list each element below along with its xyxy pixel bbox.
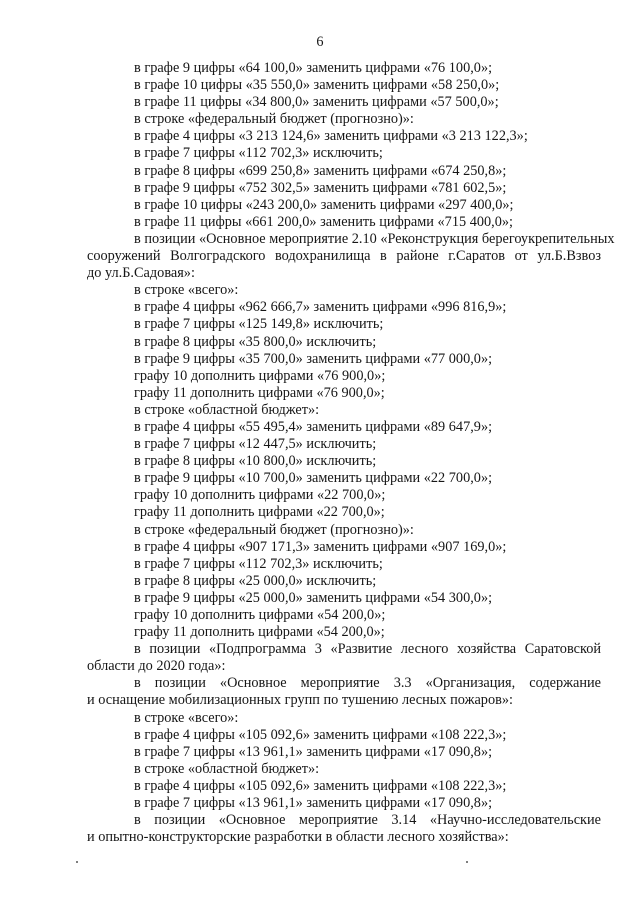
text-line: графу 11 дополнить цифрами «54 200,0»; <box>134 624 385 641</box>
text-line: в графе 4 цифры «55 495,4» заменить цифрами «89 647,9»; <box>134 418 493 435</box>
text-line: графу 10 дополнить цифрами «76 900,0»; <box>134 367 386 384</box>
text-line: в графе 9 цифры «64 100,0» заменить цифрами «76 100,0»; <box>134 60 493 76</box>
text-line: в графе 4 цифры «105 092,6» заменить цифрами «108 222,3»; <box>134 777 507 794</box>
text-line: в строке «федеральный бюджет (прогнозно)»: <box>134 111 414 128</box>
text-line: в графе 11 цифры «34 800,0» заменить цифрами «57 500,0»; <box>134 94 499 111</box>
text-line: в графе 8 цифры «10 800,0» исключить; <box>134 453 377 470</box>
text-line: графу 10 дополнить цифрами «22 700,0»; <box>134 487 386 504</box>
text-line: в графе 7 цифры «13 961,1» заменить цифрами «17 090,8»; <box>134 795 493 812</box>
text-line: в графе 10 цифры «35 550,0» заменить цифрами «58 250,0»; <box>134 77 500 94</box>
text-line: в графе 4 цифры «105 092,6» заменить цифрами «108 222,3»; <box>134 726 507 743</box>
text-line: графу 11 дополнить цифрами «22 700,0»; <box>134 504 385 521</box>
text-line: в позиции «Подпрограмма 3 «Развитие лесного хозяйства Саратовской <box>134 641 601 658</box>
text-line: в позиции «Основное мероприятие 3.3 «Организация, содержание <box>134 675 601 692</box>
text-line: в позиции «Основное мероприятие 2.10 «Реконструкция берегоукрепительных <box>134 230 615 247</box>
text-line: в строке «федеральный бюджет (прогнозно)»: <box>134 521 414 538</box>
text-line: в графе 4 цифры «962 666,7» заменить цифрами «996 816,9»; <box>134 299 507 316</box>
text-line: в графе 7 цифры «125 149,8» исключить; <box>134 316 384 333</box>
text-line: в графе 4 цифры «3 213 124,6» заменить цифрами «3 213 122,3»; <box>134 128 528 145</box>
text-line: области до 2020 года»: <box>87 658 226 675</box>
text-line: в позиции «Основное мероприятие 3.14 «Научно-исследовательские <box>134 812 601 829</box>
text-line: в строке «всего»: <box>134 282 239 299</box>
text-line: до ул.Б.Садовая»: <box>87 265 195 282</box>
text-line: в графе 9 цифры «10 700,0» заменить цифрами «22 700,0»; <box>134 470 493 487</box>
text-line: графу 11 дополнить цифрами «76 900,0»; <box>134 384 385 401</box>
page-number: 6 <box>316 34 324 50</box>
scan-speck <box>466 861 468 863</box>
text-line: в строке «областной бюджет»: <box>134 401 320 418</box>
text-line: в строке «областной бюджет»: <box>134 760 320 777</box>
scan-speck <box>76 861 78 863</box>
text-line: и опытно-конструкторские разработки в области лесного хозяйства»: <box>87 829 509 846</box>
text-line: в графе 7 цифры «112 702,3» исключить; <box>134 555 383 572</box>
text-line: и оснащение мобилизационных групп по тушению лесных пожаров»: <box>87 692 513 709</box>
text-line: в графе 7 цифры «12 447,5» исключить; <box>134 436 377 453</box>
text-line: в графе 9 цифры «752 302,5» заменить цифрами «781 602,5»; <box>134 179 507 196</box>
text-line: в графе 10 цифры «243 200,0» заменить цифрами «297 400,0»; <box>134 196 514 213</box>
text-line: в графе 7 цифры «112 702,3» исключить; <box>134 145 383 162</box>
text-line: в графе 9 цифры «25 000,0» заменить цифрами «54 300,0»; <box>134 589 493 606</box>
text-line: в графе 8 цифры «35 800,0» исключить; <box>134 333 377 350</box>
text-line: в графе 7 цифры «13 961,1» заменить цифрами «17 090,8»; <box>134 743 493 760</box>
text-line: графу 10 дополнить цифрами «54 200,0»; <box>134 607 386 623</box>
text-line: в графе 9 цифры «35 700,0» заменить цифрами «77 000,0»; <box>134 350 493 367</box>
text-line: в графе 8 цифры «699 250,8» заменить цифрами «674 250,8»; <box>134 162 507 179</box>
text-line: сооружений Волгоградского водохранилища в районе г.Саратов от ул.Б.Взвоз <box>87 248 601 265</box>
document-body <box>87 60 615 846</box>
text-line: в графе 8 цифры «25 000,0» исключить; <box>134 572 377 589</box>
text-line: в строке «всего»: <box>134 709 239 726</box>
text-line: в графе 4 цифры «907 171,3» заменить цифрами «907 169,0»; <box>134 538 507 555</box>
text-line: в графе 11 цифры «661 200,0» заменить цифрами «715 400,0»; <box>134 213 513 230</box>
